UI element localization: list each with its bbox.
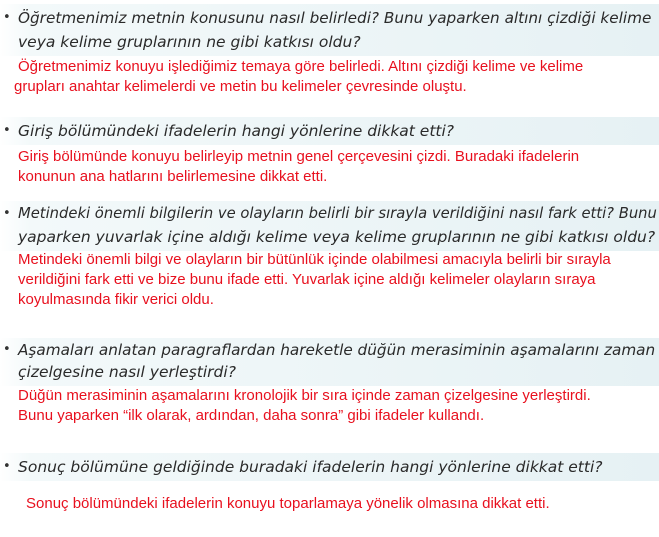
question-4 [0,338,659,386]
answer-1-line-1: Öğretmenimiz konuyu işlediğimiz temaya göre belirledi. Altını çizdiği kelime ve kelime [18,58,584,75]
question-4-line-2: çizelgesine nasıl yerleştirdi? [18,363,236,381]
bullet-icon: • [3,342,11,357]
question-2 [0,117,659,145]
answer-2-line-1: Giriş bölümünde konuyu belirleyip metnin genel çerçevesini çizdi. Buradaki ifadelerin [18,148,580,165]
bullet-icon: • [3,206,11,221]
bullet-icon: • [3,10,11,25]
question-3-line-1: Metindeki önemli bilgilerin ve olayların belirli bir sırayla verildiğini nasıl fark etti? Bunu [18,205,657,222]
question-4-line-1: Aşamaları anlatan paragraflardan hareketle düğün merasiminin aşamalarını zaman [18,341,656,359]
answer-2-line-2: konunun ana hatlarını belirlemesine dikkat etti. [18,168,328,185]
answer-4-line-1: Düğün merasiminin aşamalarını kronolojik bir sıra içinde zaman çizelgesine yerleştirdi. [18,387,591,404]
question-3-line-2: yaparken yuvarlak içine aldığı kelime veya kelime gruplarının ne gibi katkısı oldu? [18,228,656,246]
answer-3-line-2: verildiğini fark etti ve bize bunu ifade etti. Yuvarlak içine aldığı kelimeler olayların sıraya [18,271,596,288]
answer-3-line-3: koyulmasında fikir verici oldu. [18,291,214,308]
answer-3-line-1: Metindeki önemli bilgi ve olayların bir bütünlük içinde olabilmesi amacıyla belirli bir sırayla [18,251,611,268]
question-1-line-2: veya kelime gruplarının ne gibi katkısı oldu? [18,33,361,51]
bullet-icon: • [3,459,11,474]
bullet-icon: • [3,123,11,138]
question-5-line-1: Sonuç bölümüne geldiğinde buradaki ifadelerin hangi yönlerine dikkat etti? [18,458,603,476]
question-1 [0,4,659,56]
question-5 [0,453,659,481]
question-2-line-1: Giriş bölümündeki ifadelerin hangi yönlerine dikkat etti? [18,122,455,140]
answer-4-line-2: Bunu yaparken “ilk olarak, ardından, daha sonra” gibi ifadeler kullandı. [18,407,485,424]
answer-1-line-2: grupları anahtar kelimelerdi ve metin bu kelimeler çevresinde oluştu. [14,78,467,95]
answer-5-line-1: Sonuç bölümündeki ifadelerin konuyu toparlamaya yönelik olmasına dikkat etti. [26,495,550,512]
question-3 [0,201,659,251]
question-1-line-1: Öğretmenimiz metnin konusunu nasıl belirledi? Bunu yaparken altını çizdiği kelime [18,9,652,27]
